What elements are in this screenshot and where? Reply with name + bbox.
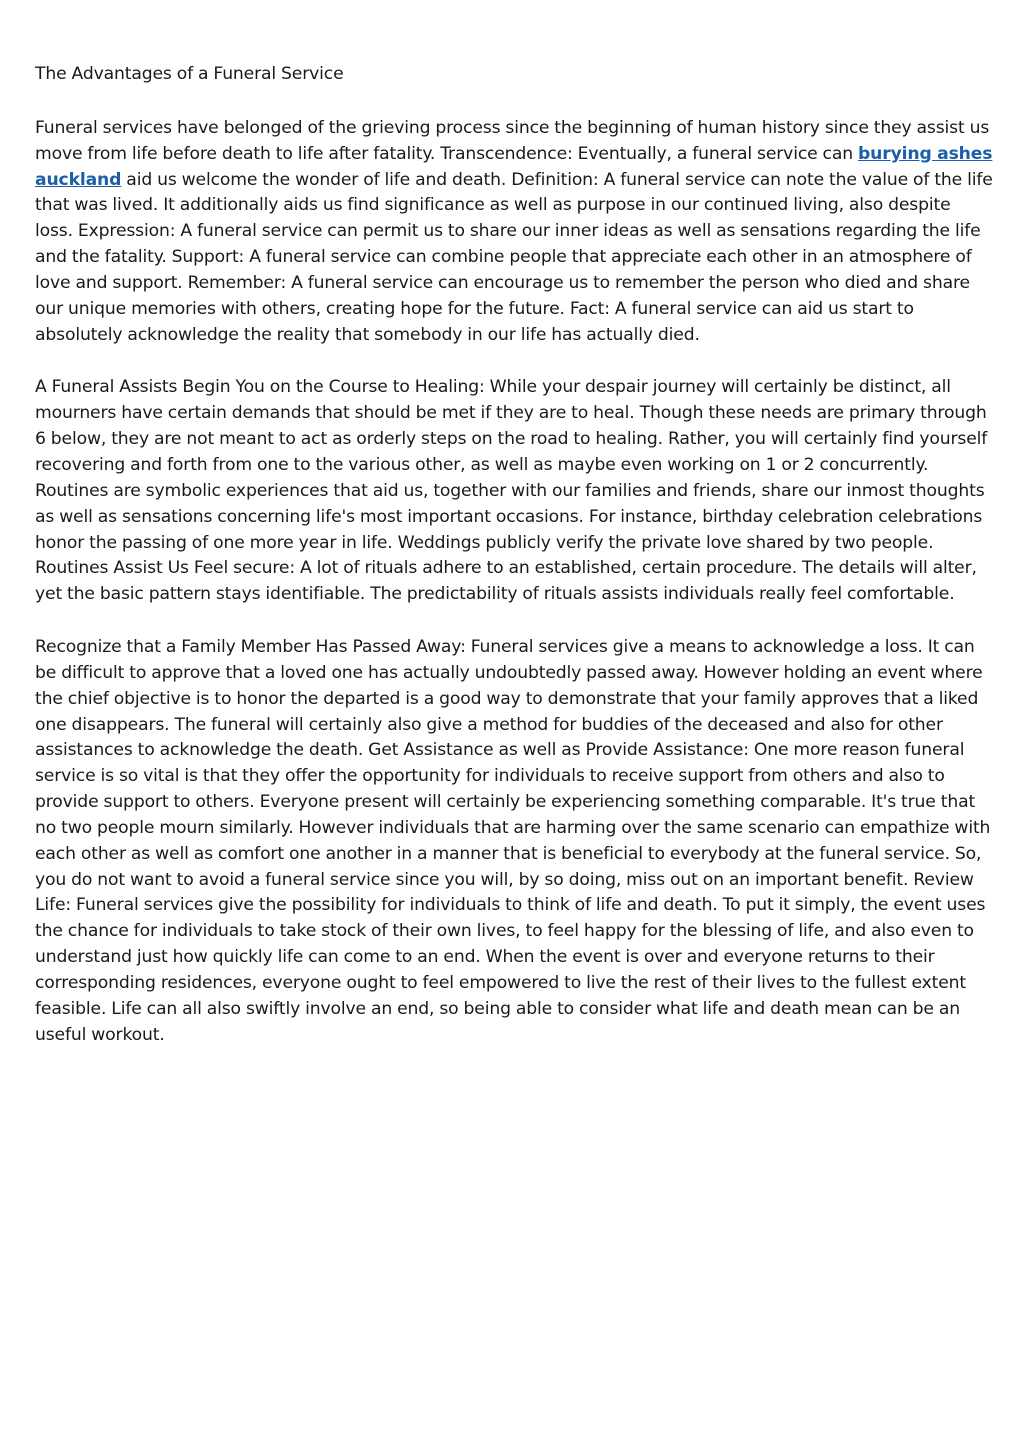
paragraph-1 bbox=[35, 116, 993, 349]
keyword-link[interactable]: burying ashes auckland bbox=[35, 143, 993, 190]
paragraph-1-text-before-link: Funeral services have belonged of the grieving process since the beginning of human history since they assist us move from life before death to life after fatality. Transcendence: Eventually, a funeral service can bbox=[35, 117, 990, 164]
paragraph-1-text-after-link: aid us welcome the wonder of life and death. Definition: A funeral service can note the value of the life that was lived. It additionally aids us find significance as well as purpose in our continued living, also despite loss. Expression: A funeral service can permit us to share our inner ideas as well as sensations regarding the life and the fatality. Support: A funeral service can combine people that appreciate each other in an atmosphere of love and support. Remember: A funeral service can encourage us to remember the person who died and share our unique memories with others, creating hope for the future. Fact: A funeral service can aid us start to absolutely acknowledge the reality that somebody in our life has actually died. bbox=[35, 169, 993, 345]
paragraph-3: Recognize that a Family Member Has Passed Away: Funeral services give a means to acknowledge a loss. It can be difficult to approve that a loved one has actually undoubtedly passed away. However holding an event where the chief objective is to honor the departed is a good way to demonstrate that your family approves that a liked one disappears. The funeral will certainly also give a method for buddies of the deceased and also for other assistances to acknowledge the death. Get Assistance as well as Provide Assistance: One more reason funeral service is so vital is that they offer the opportunity for individuals to receive support from others and also to provide support to others. Everyone present will certainly be experiencing something comparable. It's true that no two people mourn similarly. However individuals that are harming over the same scenario can empathize with each other as well as comfort one another in a manner that is beneficial to everybody at the funeral service. So, you do not want to avoid a funeral service since you will, by so doing, miss out on an important benefit. Review Life: Funeral services give the possibility for individuals to think of life and death. To put it simply, the event uses the chance for individuals to take stock of their own lives, to feel happy for the blessing of life, and also even to understand just how quickly life can come to an end. When the event is over and everyone returns to their corresponding residences, everyone ought to feel empowered to live the rest of their lives to the fullest extent feasible. Life can all also swiftly involve an end, so being able to consider what life and death mean can be an useful workout. bbox=[35, 637, 991, 1045]
document-page bbox=[35, 62, 993, 1076]
document-title: The Advantages of a Funeral Service bbox=[35, 64, 344, 84]
paragraph-2: A Funeral Assists Begin You on the Course to Healing: While your despair journey will certainly be distinct, all mourners have certain demands that should be met if they are to heal. Though these needs are primary through 6 below, they are not meant to act as orderly steps on the road to healing. Rather, you will certainly find yourself recovering and forth from one to the various other, as well as maybe even working on 1 or 2 concurrently. Routines are symbolic experiences that aid us, together with our families and friends, share our inmost thoughts as well as sensations concerning life's most important occasions. For instance, birthday celebration celebrations honor the passing of one more year in life. Weddings publicly verify the private love shared by two people. Routines Assist Us Feel secure: A lot of rituals adhere to an established, certain procedure. The details will alter, yet the basic pattern stays identifiable. The predictability of rituals assists individuals really feel comfortable. bbox=[35, 377, 988, 605]
